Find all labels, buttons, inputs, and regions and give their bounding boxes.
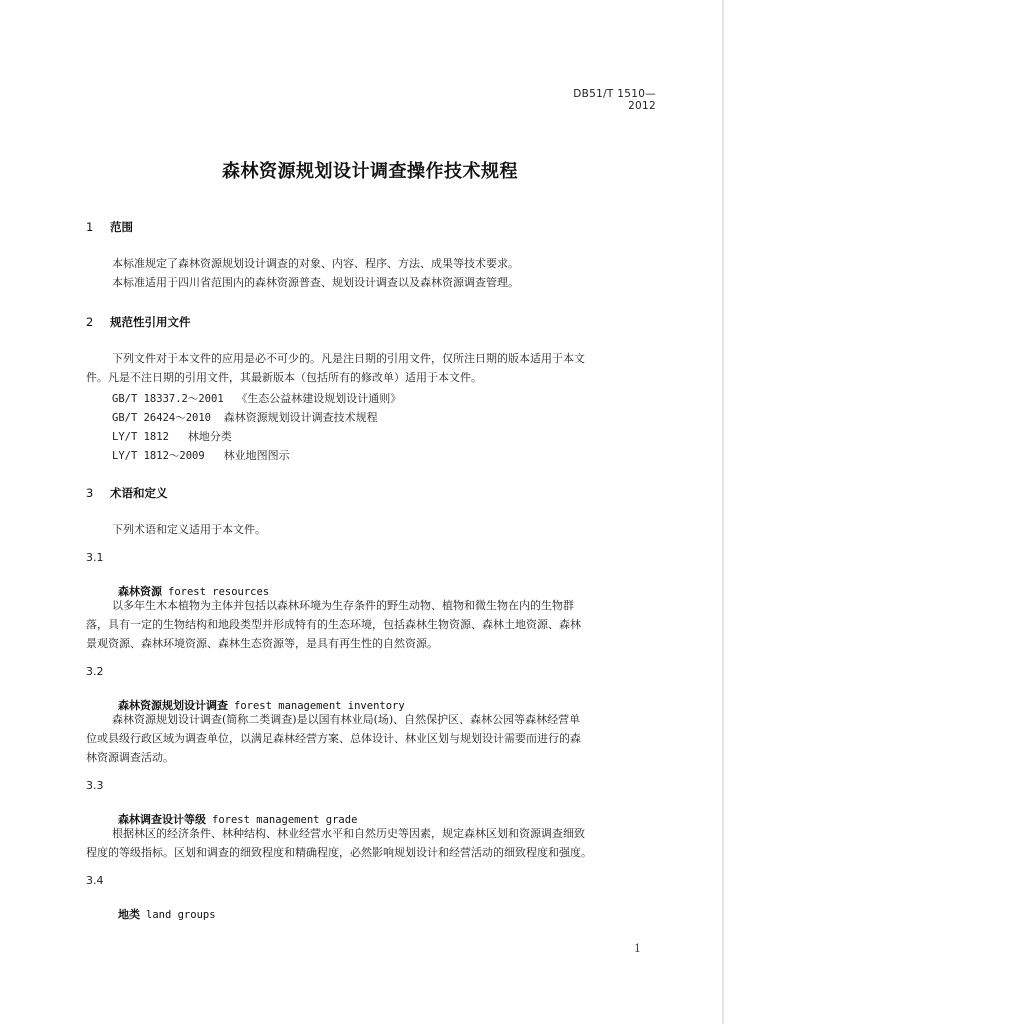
document-title: 森林资源规划设计调查操作技术规程 <box>222 161 518 182</box>
definition-line: 林资源调查活动。 <box>86 751 174 764</box>
standard-code: DB51/T 1510—2012 <box>573 88 656 112</box>
paragraph-line: 件。凡是不注日期的引用文件，其最新版本（包括所有的修改单）适用于本文件。 <box>86 371 482 384</box>
term-en: land groups <box>146 909 216 921</box>
clause-number: 3.4 <box>86 874 104 887</box>
reference-name: 林业地图图示 <box>223 449 290 462</box>
reference-item <box>112 409 378 425</box>
term-entry <box>118 903 216 922</box>
page-number: 1 <box>634 942 641 955</box>
section-title: 规范性引用文件 <box>110 315 191 329</box>
term-zh: 森林调查设计等级 <box>118 813 206 826</box>
reference-item <box>112 447 290 463</box>
paragraph-line: 下列文件对于本文件的应用是必不可少的。凡是注日期的引用文件，仅所注日期的版本适用于本文 <box>112 352 585 365</box>
term-zh: 森林资源 <box>118 585 162 598</box>
term-zh: 森林资源规划设计调查 <box>118 699 228 712</box>
definition-line: 景观资源、森林环境资源、森林生态资源等，是具有再生性的自然资源。 <box>86 637 438 650</box>
section-title: 术语和定义 <box>110 486 168 500</box>
definition-line: 森林资源规划设计调查(简称二类调查)是以国有林业局(场)、自然保护区、森林公园等森林经营单 <box>112 713 581 726</box>
reference-code: GB/T 18337.2～2001 <box>112 393 224 405</box>
definition-line: 落，具有一定的生物结构和地段类型并形成特有的生态环境，包括森林生物资源、森林土地资源、森林 <box>86 618 581 631</box>
clause-number: 3.1 <box>86 551 104 564</box>
section-number: 3 <box>86 486 94 500</box>
section-title: 范围 <box>110 220 134 234</box>
reference-item <box>112 428 232 444</box>
section-number: 2 <box>86 315 94 329</box>
page-divider <box>722 0 724 1024</box>
definition-line: 程度的等级指标。区划和调查的细致程度和精确程度，必然影响规划设计和经营活动的细致程度和强度。 <box>86 846 592 859</box>
term-entry <box>118 580 269 599</box>
reference-name: 森林资源规划设计调查技术规程 <box>223 411 378 424</box>
section-1-heading <box>86 219 133 235</box>
term-entry <box>118 808 357 827</box>
reference-item <box>112 390 401 406</box>
term-zh: 地类 <box>118 908 140 921</box>
reference-name: 林地分类 <box>187 430 232 443</box>
term-entry <box>118 694 405 713</box>
reference-name: 《生态公益林建设规划设计通则》 <box>236 392 402 405</box>
section-2-heading <box>86 314 191 330</box>
paragraph: 下列术语和定义适用于本文件。 <box>112 523 266 536</box>
clause-number: 3.2 <box>86 665 104 678</box>
definition-line: 根据林区的经济条件、林种结构、林业经营水平和自然历史等因素，规定森林区划和资源调查细致 <box>112 827 585 840</box>
term-en: forest management inventory <box>234 700 405 712</box>
reference-code: LY/T 1812 <box>112 431 169 443</box>
section-3-heading <box>86 485 168 501</box>
reference-code: LY/T 1812～2009 <box>112 450 205 462</box>
term-en: forest management grade <box>212 814 358 826</box>
clause-number: 3.3 <box>86 779 104 792</box>
paragraph: 本标准规定了森林资源规划设计调查的对象、内容、程序、方法、成果等技术要求。 <box>112 257 519 270</box>
term-en: forest resources <box>168 586 270 598</box>
paragraph: 本标准适用于四川省范围内的森林资源普查、规划设计调查以及森林资源调查管理。 <box>112 276 519 289</box>
section-number: 1 <box>86 220 94 234</box>
definition-line: 位或县级行政区域为调查单位，以满足森林经营方案、总体设计、林业区划与规划设计需要而进行的森 <box>86 732 581 745</box>
reference-code: GB/T 26424～2010 <box>112 412 212 424</box>
definition-line: 以多年生木本植物为主体并包括以森林环境为生存条件的野生动物、植物和微生物在内的生物群 <box>112 599 574 612</box>
